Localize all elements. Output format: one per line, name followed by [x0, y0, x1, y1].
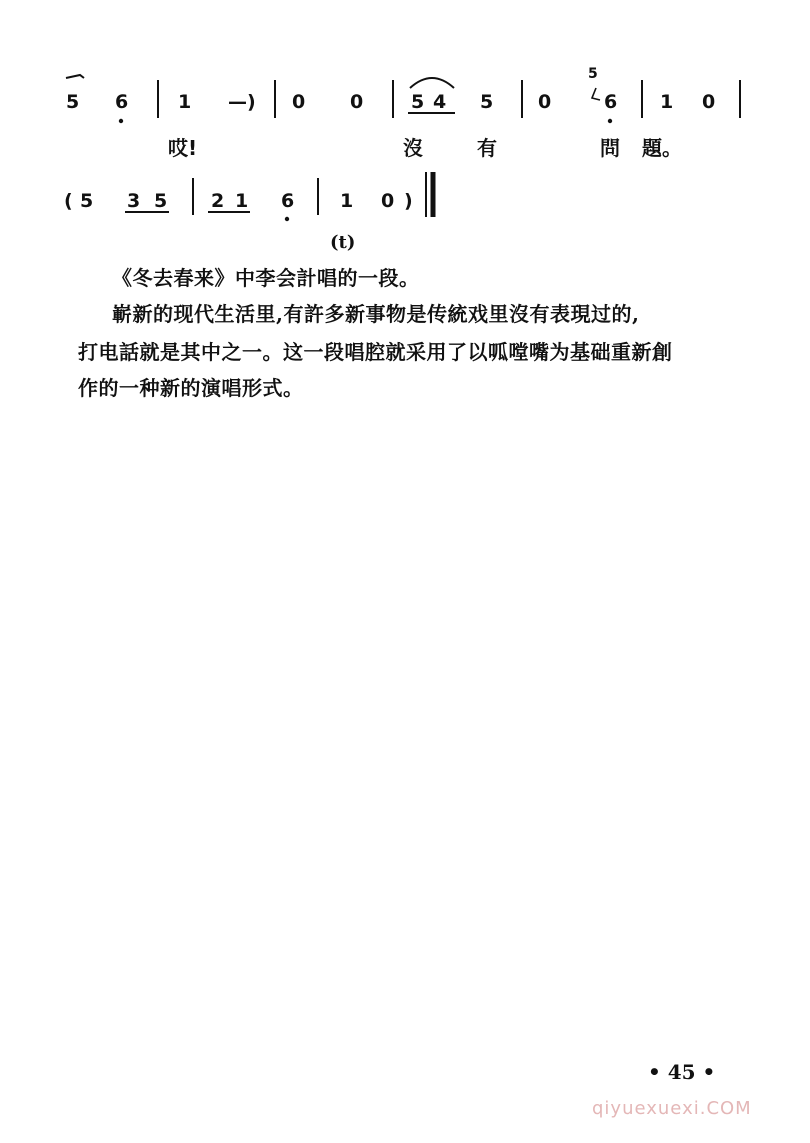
paren-close: ) — [404, 190, 413, 212]
note: 5 — [80, 190, 94, 212]
lyric: 有 — [477, 136, 497, 160]
lyric: 問 — [600, 136, 620, 160]
low-octave-dot — [608, 119, 612, 123]
low-octave-dot — [285, 217, 289, 221]
note: 1 — [178, 91, 192, 113]
note: 0 — [702, 91, 716, 113]
low-octave-dot — [119, 119, 123, 123]
note: 0 — [381, 190, 395, 212]
note: 5 — [411, 91, 425, 113]
note: 0 — [538, 91, 552, 113]
note: 1 — [660, 91, 674, 113]
lyric: 題。 — [642, 136, 682, 160]
note: 2 — [211, 190, 225, 212]
numbered-music-score — [0, 0, 810, 260]
note: 6 — [281, 190, 295, 212]
lyric: 哎! — [168, 136, 198, 160]
grace-note: 5 — [588, 66, 598, 82]
section-marker: (t) — [330, 232, 356, 253]
note: 5 — [480, 91, 494, 113]
tie-arc — [410, 78, 454, 88]
note: 6 — [604, 91, 618, 113]
site-watermark: qiyuexuexi.COM — [592, 1098, 752, 1119]
note: 0 — [350, 91, 364, 113]
lyric: 沒 — [403, 136, 423, 160]
paragraph-line: 打电話就是其中之一。这一段唱腔就采用了以呱嘡嘴为基础重新創 — [78, 340, 673, 364]
slur-mark — [66, 75, 84, 78]
note: 0 — [292, 91, 306, 113]
note: 4 — [433, 91, 447, 113]
paragraph-line: 作的一种新的演唱形式。 — [78, 376, 304, 400]
paragraph-line: 嶄新的现代生活里,有許多新事物是传統戏里沒有表現过的, — [112, 302, 640, 326]
grace-slur — [592, 88, 600, 100]
paren-open: ( — [64, 190, 73, 212]
note: 1 — [235, 190, 249, 212]
caption: 《冬去春来》中李会計唱的一段。 — [112, 266, 420, 290]
note: 1 — [340, 190, 354, 212]
note: 6 — [115, 91, 129, 113]
note: 3 — [127, 190, 141, 212]
note: —) — [228, 91, 256, 113]
note: 5 — [154, 190, 168, 212]
page-number: • 45 • — [648, 1060, 716, 1084]
note: 5 — [66, 91, 80, 113]
